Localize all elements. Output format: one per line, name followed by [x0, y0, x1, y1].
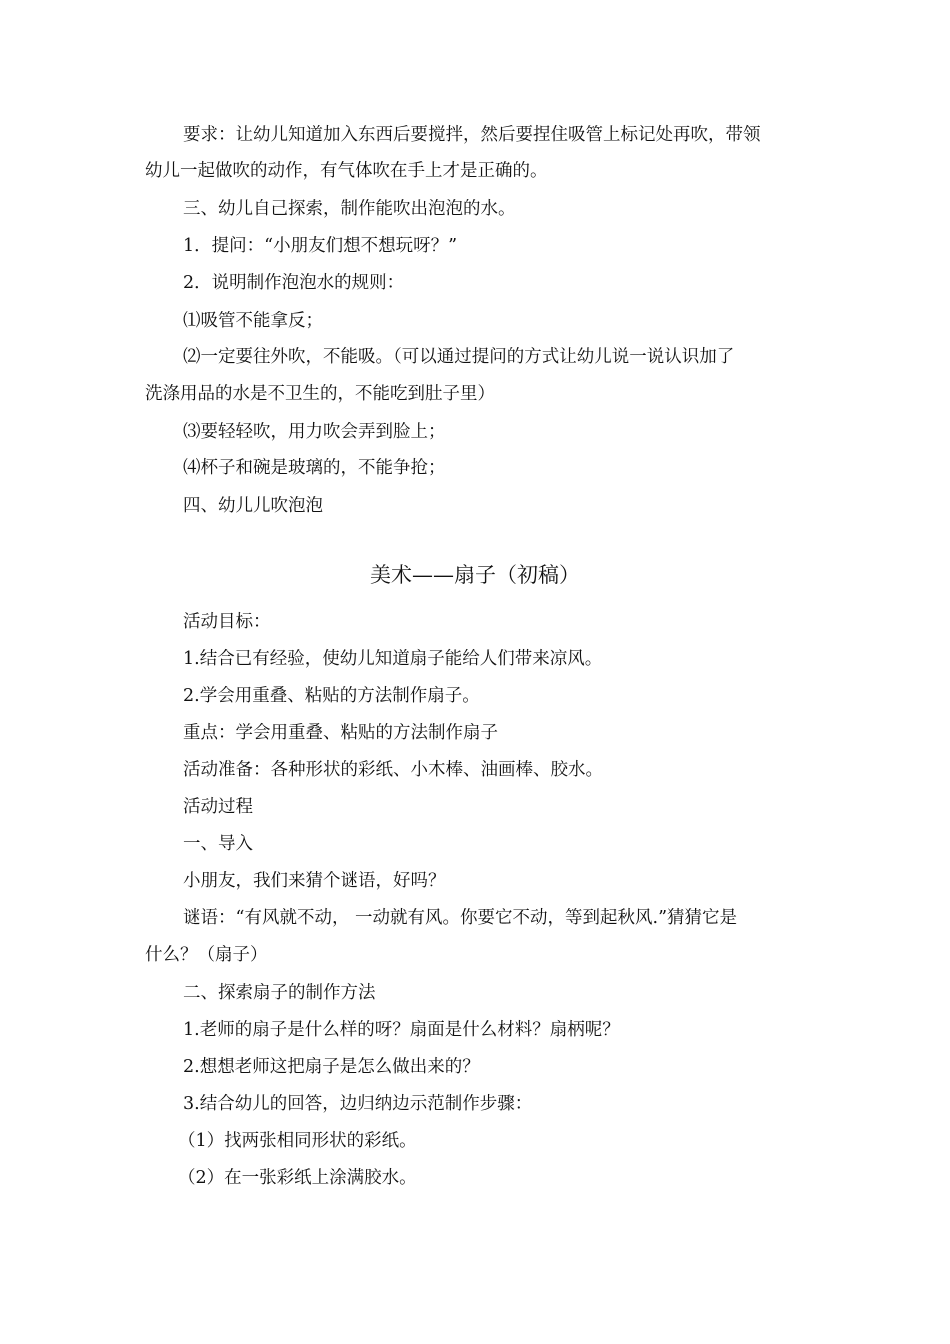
list-item: （2）在一张彩纸上涂满胶水。: [178, 1168, 417, 1188]
paragraph-line: 洗涤用品的水是不卫生的，不能吃到肚子里）: [145, 384, 495, 404]
section-heading: 三、幼儿自己探索，制作能吹出泡泡的水。: [183, 199, 516, 219]
paragraph-line: 小朋友，我们来猜个谜语，好吗？: [183, 871, 446, 891]
paragraph-line: 要求：让幼儿知道加入东西后要搅拌，然后要捏住吸管上标记处再吹，带领: [183, 125, 761, 145]
paragraph-line: 幼儿一起做吹的动作，有气体吹在手上才是正确的。: [145, 161, 548, 181]
list-item: 3.结合幼儿的回答，边归纳边示范制作步骤：: [183, 1094, 533, 1114]
list-item: 1.结合已有经验，使幼儿知道扇子能给人们带来凉风。: [183, 649, 603, 669]
list-item: 2.学会用重叠、粘贴的方法制作扇子。: [183, 686, 480, 706]
paragraph-line: 谜语：“有风就不动， 一动就有风。你要它不动，等到起秋风.”猜猜它是: [183, 908, 738, 928]
paragraph-line: 活动准备：各种形状的彩纸、小木棒、油画棒、胶水。: [183, 760, 603, 780]
paragraph-line: 1．提问：“小朋友们想不想玩呀？”: [183, 236, 458, 256]
section-heading: 二、探索扇子的制作方法: [183, 983, 376, 1003]
paragraph-line: 2．说明制作泡泡水的规则：: [183, 273, 405, 293]
section-heading: 一、导入: [183, 834, 253, 854]
list-item: （1）找两张相同形状的彩纸。: [178, 1131, 417, 1151]
list-item: ⑵一定要往外吹，不能吸。（可以通过提问的方式让幼儿说一说认识加了: [183, 347, 735, 367]
paragraph-line: 重点：学会用重叠、粘贴的方法制作扇子: [183, 723, 498, 743]
list-item: ⑷杯子和碗是玻璃的，不能争抢；: [183, 458, 446, 478]
paragraph-line: 活动目标：: [183, 612, 271, 632]
section-heading: 四、幼儿儿吹泡泡: [183, 496, 323, 516]
list-item: ⑴吸管不能拿反；: [183, 311, 323, 331]
paragraph-line: 活动过程: [183, 797, 253, 817]
list-item: 1.老师的扇子是什么样的呀？扇面是什么材料？扇柄呢？: [183, 1020, 620, 1040]
list-item: 2.想想老师这把扇子是怎么做出来的？: [183, 1057, 480, 1077]
paragraph-line: 什么？（扇子）: [145, 945, 268, 965]
page-title: 美术——扇子（初稿）: [370, 563, 580, 587]
list-item: ⑶要轻轻吹，用力吹会弄到脸上；: [183, 422, 446, 442]
